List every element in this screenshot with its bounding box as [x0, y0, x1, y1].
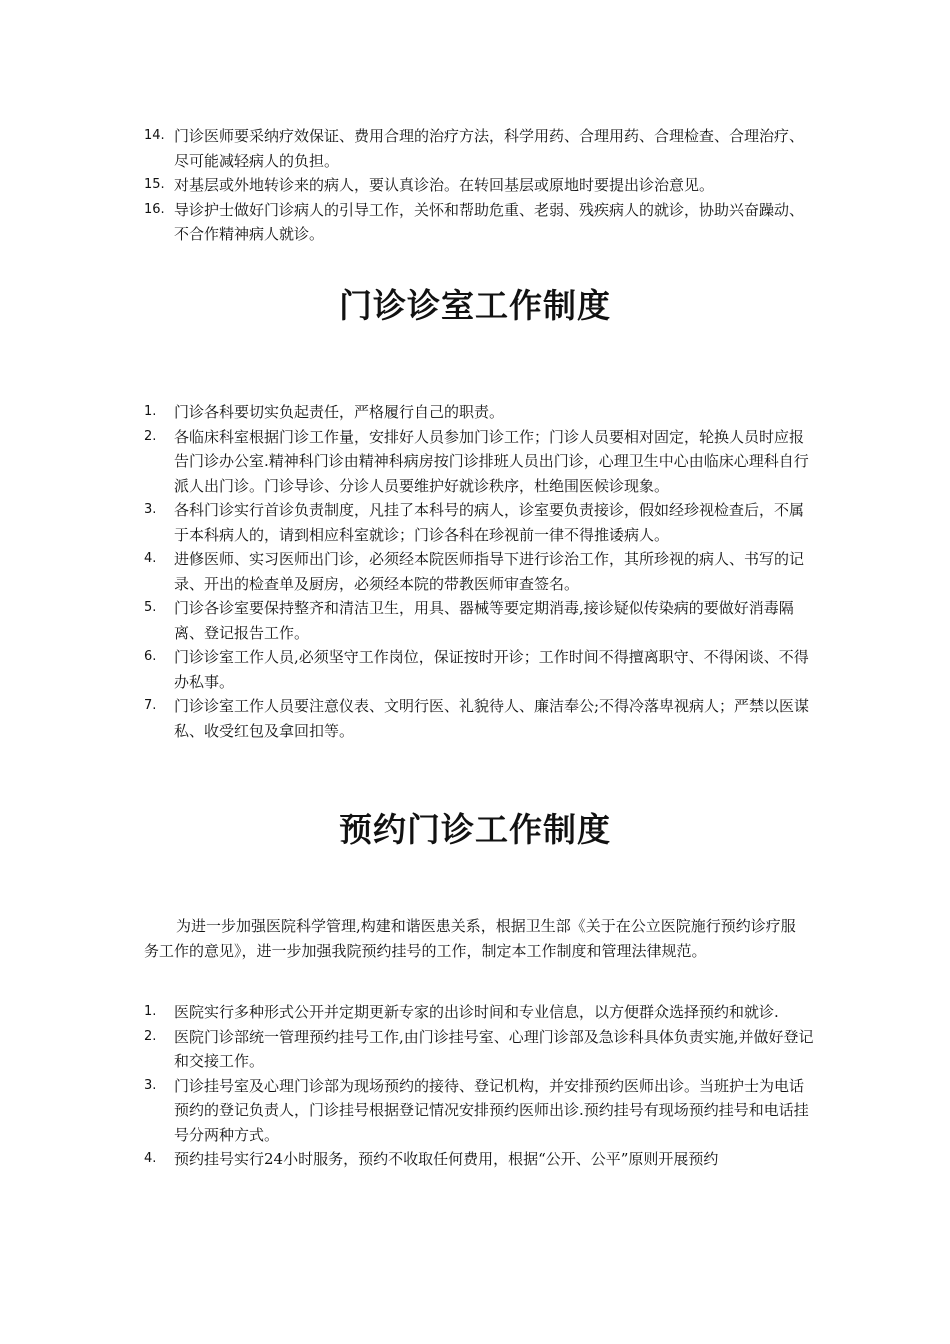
- section-heading-clinic: 门诊诊室工作制度: [339, 286, 611, 325]
- appointment-rules-list: [0, 1000, 950, 1172]
- list-text: 对基层或外地转诊来的病人，要认真诊治。在转回基层或原地时要提出诊治意见。: [174, 176, 715, 194]
- list-item: [0, 1147, 950, 1172]
- list-number: 3.: [144, 502, 157, 517]
- list-text: 导诊护士做好门诊病人的引导工作，关怀和帮助危重、老弱、残疾病人的就诊，协助兴奋躁动、不合作精神病人就诊。: [174, 200, 805, 243]
- continued-list: [0, 124, 950, 247]
- section-heading-appointment: 预约门诊工作制度: [339, 810, 611, 849]
- clinic-rules-list: [0, 400, 950, 743]
- list-number: 3.: [144, 1077, 157, 1093]
- list-number: 4.: [144, 1151, 157, 1166]
- list-text: 门诊各科要切实负起责任，严格履行自己的职责。: [174, 403, 505, 421]
- list-text: 门诊医师要采纳疗效保证、费用合理的治疗方法，科学用药、合理用药、合理检查、合理治疗、尽可能减轻病人的负担。: [174, 127, 805, 170]
- list-item: [0, 124, 950, 173]
- list-item: [0, 645, 950, 694]
- list-text: 进修医师、实习医师出门诊，必须经本院医师指导下进行诊治工作，其所珍视的病人、书写的记录、开出的检查单及厨房，必须经本院的带教医师审查签名。: [174, 550, 805, 593]
- list-item: [0, 1025, 950, 1074]
- list-text: 各科门诊实行首诊负责制度，凡挂了本科号的病人，诊室要负责接诊，假如经珍视检查后，不属于本科病人的，请到相应科室就诊；门诊各科在珍视前一律不得推诿病人。: [174, 501, 805, 544]
- list-text: 医院实行多种形式公开并定期更新专家的出诊时间和专业信息，以方便群众选择预约和就诊.: [174, 1003, 779, 1021]
- list-number: 5.: [144, 600, 157, 615]
- clinic-rules-section: [0, 400, 950, 743]
- list-text: 门诊诊室工作人员要注意仪表、文明行医、礼貌待人、廉洁奉公;不得冷落卑视病人；严禁以医谋私、收受红包及拿回扣等。: [174, 697, 810, 740]
- list-text: 医院门诊部统一管理预约挂号工作,由门诊挂号室、心理门诊部及急诊科具体负责实施,并做好登记和交接工作。: [174, 1027, 814, 1070]
- list-number: 7.: [144, 698, 157, 713]
- list-item: [0, 1074, 950, 1148]
- list-number: 2.: [144, 1028, 157, 1044]
- list-item: [0, 498, 950, 547]
- list-item: [0, 425, 950, 499]
- list-number: 4.: [144, 551, 157, 566]
- list-item: [0, 173, 950, 198]
- list-item: [0, 1000, 950, 1025]
- intro-paragraph: 为进一步加强医院科学管理,构建和谐医患关系，根据卫生部《关于在公立医院施行预约诊疗服务工作的意见》，进一步加强我院预约挂号的工作，制定本工作制度和管理法律规范。: [144, 917, 796, 960]
- list-text: 门诊各诊室要保持整齐和清洁卫生，用具、器械等要定期消毒,接诊疑似传染病的要做好消毒隔离、登记报告工作。: [174, 599, 794, 642]
- list-number: 2.: [144, 428, 157, 444]
- list-item: [0, 694, 950, 743]
- list-item: [0, 547, 950, 596]
- list-number: 15.: [144, 177, 165, 192]
- list-number: 16.: [144, 201, 165, 217]
- list-number: 1.: [144, 1004, 157, 1019]
- list-number: 6.: [144, 649, 157, 664]
- appointment-rules-section: [0, 1000, 950, 1172]
- list-item: [0, 596, 950, 645]
- list-text: 各临床科室根据门诊工作量，安排好人员参加门诊工作；门诊人员要相对固定，轮换人员时应报告门诊办公室.精神科门诊由精神科病房按门诊排班人员出门诊，心理卫生中心由临床心理科自行派人出门诊。门诊导诊、分诊人员要维护好就诊秩序，杜绝围医候诊现象。: [174, 427, 809, 495]
- list-text: 预约挂号实行24小时服务，预约不收取任何费用，根据“公开、公平”原则开展预约: [174, 1150, 719, 1168]
- list-number: 1.: [144, 404, 157, 419]
- continued-list-section: [0, 124, 950, 247]
- list-number: 14.: [144, 128, 165, 143]
- list-text: 门诊诊室工作人员,必须坚守工作岗位，保证按时开诊；工作时间不得擅离职守、不得闲谈、不得办私事。: [174, 648, 809, 691]
- list-item: [0, 198, 950, 247]
- list-item: [0, 400, 950, 425]
- list-text: 门诊挂号室及心理门诊部为现场预约的接待、登记机构，并安排预约医师出诊。当班护士为电话预约的登记负责人，门诊挂号根据登记情况安排预约医师出诊.预约挂号有现场预约挂号和电话挂号分两种方式。: [174, 1076, 809, 1144]
